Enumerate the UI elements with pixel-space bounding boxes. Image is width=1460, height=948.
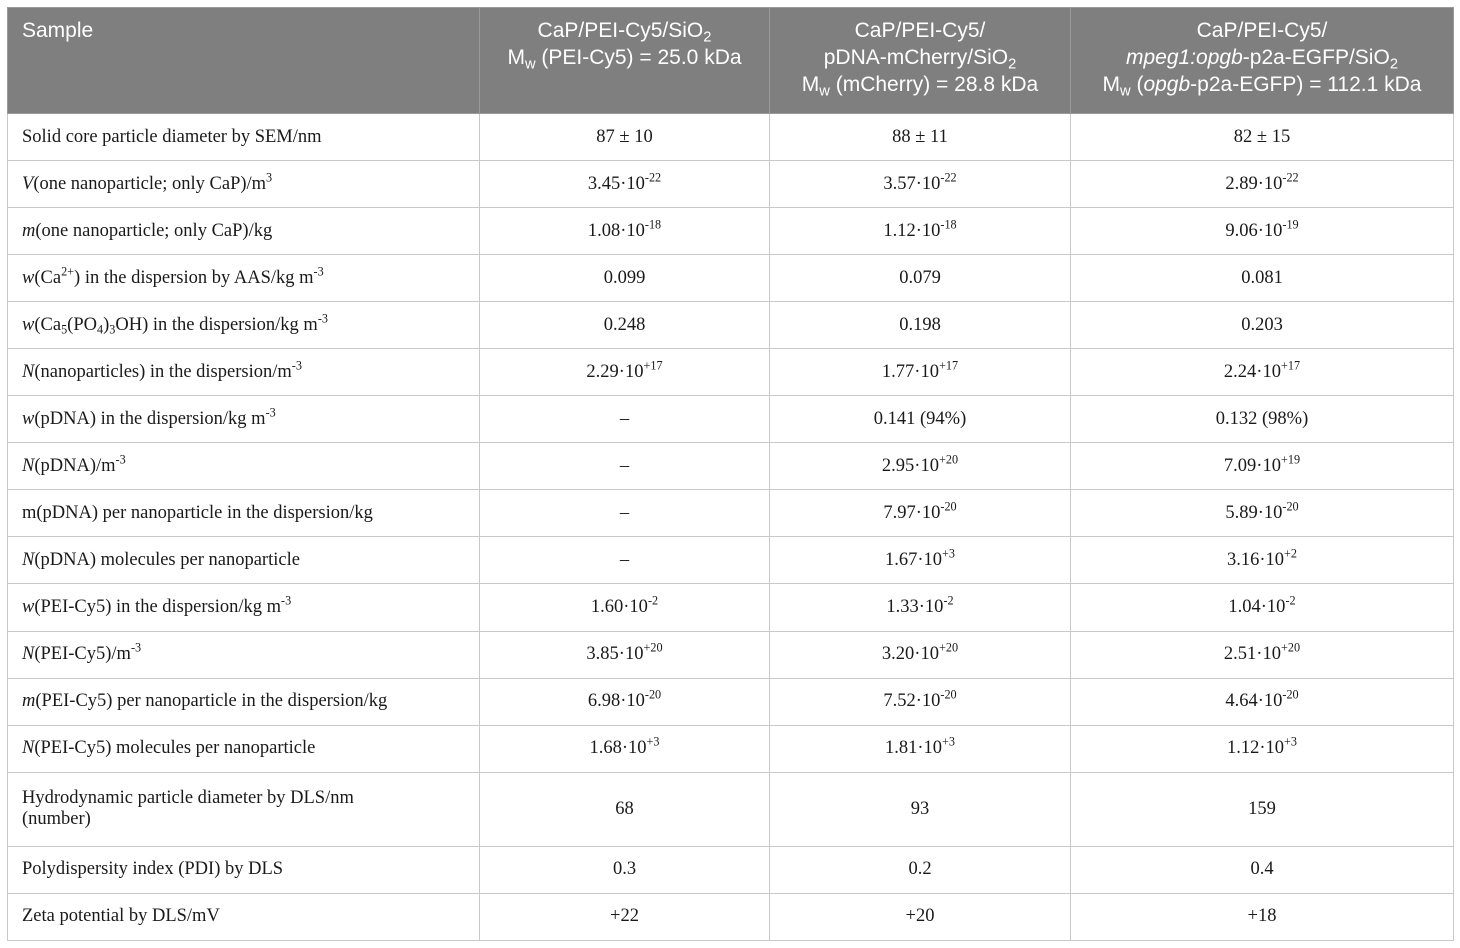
header-sample [8, 8, 480, 114]
cell-value: $1.68\cdot 10^{+3}$ [480, 725, 770, 772]
cell-value: $1.33\cdot 10^{-2}$ [770, 584, 1071, 631]
cell-value: 0.081 [1071, 255, 1454, 302]
cell-value: – [480, 396, 770, 443]
cell-value: $3.57\cdot 10^{-22}$ [770, 161, 1071, 208]
row-label: $w(Ca_5(PO_4)_3OH)$ in the dispersion/kg $m^{-3}$ [8, 302, 480, 349]
cell-value: $4.64\cdot 10^{-20}$ [1071, 678, 1454, 725]
data-table [7, 7, 1454, 941]
header-col-2: CaP/PEI-Cy5/ pDNA-mCherry/SiO$_2$ $M_w$ (mCherry) = 28.8 kDa [770, 8, 1071, 114]
cell-value: – [480, 537, 770, 584]
cell-value: 0.4 [1071, 846, 1454, 893]
row-label: N(nanoparticles) in the dispersion/$m^{-3}$ [8, 349, 480, 396]
table-row [8, 584, 1454, 631]
table-row [8, 255, 1454, 302]
table-row [8, 846, 1454, 893]
table-row [8, 396, 1454, 443]
cell-value: 93 [770, 772, 1071, 846]
cell-value: $3.85\cdot 10^{+20}$ [480, 631, 770, 678]
table-row [8, 443, 1454, 490]
cell-value: $3.16\cdot 10^{+2}$ [1071, 537, 1454, 584]
table-row [8, 208, 1454, 255]
cell-value: $5.89\cdot 10^{-20}$ [1071, 490, 1454, 537]
cell-value: +20 [770, 893, 1071, 940]
table-row [8, 302, 1454, 349]
cell-value: 0.132 (98%) [1071, 396, 1454, 443]
row-label: w(PEI-Cy5) in the dispersion/kg $m^{-3}$ [8, 584, 480, 631]
table-row [8, 772, 1454, 846]
cell-value: $9.06\cdot 10^{-19}$ [1071, 208, 1454, 255]
cell-value: $1.60\cdot 10^{-2}$ [480, 584, 770, 631]
cell-value: $1.81\cdot 10^{+3}$ [770, 725, 1071, 772]
row-label: Zeta potential by DLS/mV [8, 893, 480, 940]
cell-value: +22 [480, 893, 770, 940]
cell-value: 68 [480, 772, 770, 846]
cell-value: 0.203 [1071, 302, 1454, 349]
cell-value: $3.20\cdot 10^{+20}$ [770, 631, 1071, 678]
row-label: N(PEI-Cy5) molecules per nanoparticle [8, 725, 480, 772]
cell-value: $6.98\cdot 10^{-20}$ [480, 678, 770, 725]
cell-value: 0.198 [770, 302, 1071, 349]
cell-value: 0.3 [480, 846, 770, 893]
table-row [8, 678, 1454, 725]
cell-value: $2.29\cdot 10^{+17}$ [480, 349, 770, 396]
row-label: w(pDNA) in the dispersion/kg $m^{-3}$ [8, 396, 480, 443]
row-label: Solid core particle diameter by SEM/nm [8, 114, 480, 161]
row-label: Polydispersity index (PDI) by DLS [8, 846, 480, 893]
cell-value: $7.09\cdot 10^{+19}$ [1071, 443, 1454, 490]
header-row [8, 8, 1454, 114]
table-row [8, 893, 1454, 940]
cell-value: $1.67\cdot 10^{+3}$ [770, 537, 1071, 584]
cell-value: 0.079 [770, 255, 1071, 302]
cell-value: 0.141 (94%) [770, 396, 1071, 443]
cell-value: $1.12\cdot 10^{+3}$ [1071, 725, 1454, 772]
cell-value: 0.248 [480, 302, 770, 349]
cell-value: $7.52\cdot 10^{-20}$ [770, 678, 1071, 725]
table-row [8, 161, 1454, 208]
row-label: m(PEI-Cy5) per nanoparticle in the dispersion/kg [8, 678, 480, 725]
row-label: $w(Ca^{2+})$ in the dispersion by AAS/kg $m^{-3}$ [8, 255, 480, 302]
cell-value: $1.12\cdot 10^{-18}$ [770, 208, 1071, 255]
row-label: Hydrodynamic particle diameter by DLS/nm (number) [8, 772, 480, 846]
cell-value: $2.89\cdot 10^{-22}$ [1071, 161, 1454, 208]
cell-value: 82 ± 15 [1071, 114, 1454, 161]
table-row [8, 349, 1454, 396]
cell-value: 0.099 [480, 255, 770, 302]
cell-value: – [480, 490, 770, 537]
cell-value: +18 [1071, 893, 1454, 940]
cell-value: $1.08\cdot 10^{-18}$ [480, 208, 770, 255]
row-label: m(one nanoparticle; only CaP)/kg [8, 208, 480, 255]
cell-value: $1.77\cdot 10^{+17}$ [770, 349, 1071, 396]
row-label: m(pDNA) per nanoparticle in the dispersion/kg [8, 490, 480, 537]
header-col-1: CaP/PEI-Cy5/SiO$_2$ $M_w$ (PEI-Cy5) = 25.0 kDa [480, 8, 770, 114]
cell-value: 87 ± 10 [480, 114, 770, 161]
cell-value: $1.04\cdot 10^{-2}$ [1071, 584, 1454, 631]
cell-value: $2.24\cdot 10^{+17}$ [1071, 349, 1454, 396]
cell-value: – [480, 443, 770, 490]
table-row [8, 537, 1454, 584]
cell-value: 88 ± 11 [770, 114, 1071, 161]
cell-value: $3.45\cdot 10^{-22}$ [480, 161, 770, 208]
row-label: V(one nanoparticle; only $CaP)/m^3$ [8, 161, 480, 208]
header-col-3: CaP/PEI-Cy5/ mpeg1:opgb-p2a-EGFP/SiO$_2$ $M_w$ (opgb-p2a-EGFP) = 112.1 kDa [1071, 8, 1454, 114]
header-sample-label: Sample [22, 19, 94, 42]
cell-value: 0.2 [770, 846, 1071, 893]
table-row [8, 114, 1454, 161]
cell-value: $2.95\cdot 10^{+20}$ [770, 443, 1071, 490]
cell-value: 159 [1071, 772, 1454, 846]
table-row [8, 490, 1454, 537]
table-row [8, 631, 1454, 678]
cell-value: $2.51\cdot 10^{+20}$ [1071, 631, 1454, 678]
row-label: N(pDNA) molecules per nanoparticle [8, 537, 480, 584]
row-label: $N(PEI-Cy5)/m^{-3}$ [8, 631, 480, 678]
cell-value: $7.97\cdot 10^{-20}$ [770, 490, 1071, 537]
row-label: $N(pDNA)/m^{-3}$ [8, 443, 480, 490]
table-row [8, 725, 1454, 772]
